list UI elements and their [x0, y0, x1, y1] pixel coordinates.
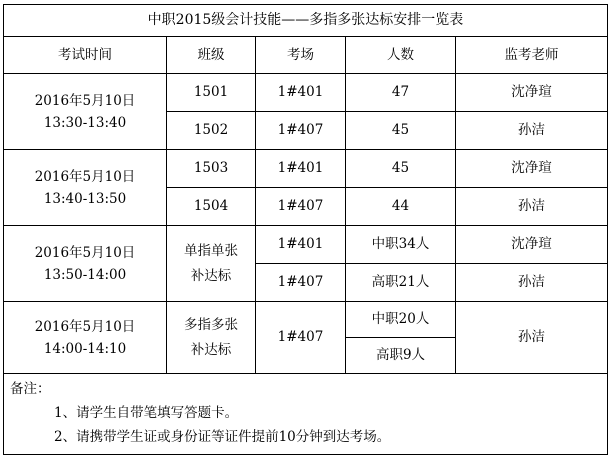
room-cell: 1#407 — [256, 112, 346, 150]
table-row — [4, 74, 608, 112]
class-cell — [167, 302, 256, 374]
room-cell: 1#401 — [256, 74, 346, 112]
table-title: 中职2015级会计技能——多指多张达标安排一览表 — [4, 5, 608, 37]
room-cell: 1#407 — [256, 188, 346, 226]
header-row — [4, 37, 608, 74]
proctor-cell: 沈净瑄 — [456, 226, 608, 264]
exam-time-cell — [4, 74, 167, 150]
class-cell: 1502 — [167, 112, 256, 150]
table-row — [4, 150, 608, 188]
proctor-cell: 孙洁 — [456, 302, 608, 374]
notes-item: 1、请学生自带笔填写答题卡。 — [54, 405, 239, 421]
header-room: 考场 — [256, 37, 346, 74]
room-cell: 1#407 — [256, 302, 346, 374]
header-exam-time: 考试时间 — [4, 37, 167, 74]
exam-date: 2016年5月10日 — [34, 92, 136, 109]
schedule-table — [3, 4, 608, 455]
count-cell: 高职9人 — [346, 338, 456, 374]
header-proctor: 监考老师 — [456, 37, 608, 74]
class-cell: 1501 — [167, 74, 256, 112]
notes-item: 2、请携带学生证或身份证等证件提前10分钟到达考场。 — [54, 429, 391, 445]
proctor-cell: 孙洁 — [456, 112, 608, 150]
room-cell: 1#401 — [256, 150, 346, 188]
exam-date: 2016年5月10日 — [34, 318, 136, 335]
proctor-cell: 沈净瑄 — [456, 150, 608, 188]
count-cell: 45 — [346, 112, 456, 150]
count-cell: 44 — [346, 188, 456, 226]
exam-time: 14:00-14:10 — [43, 340, 127, 357]
proctor-cell: 沈净瑄 — [456, 74, 608, 112]
exam-time-cell — [4, 226, 167, 302]
table-row — [4, 226, 608, 264]
class-label-line2: 补达标 — [190, 267, 232, 284]
proctor-cell: 孙洁 — [456, 264, 608, 302]
exam-date: 2016年5月10日 — [34, 244, 136, 261]
exam-time-cell — [4, 150, 167, 226]
count-cell: 高职21人 — [346, 264, 456, 302]
notes-cell — [4, 374, 608, 455]
count-cell: 47 — [346, 74, 456, 112]
class-label-line2: 补达标 — [190, 341, 232, 358]
count-cell: 中职34人 — [346, 226, 456, 264]
class-cell: 1503 — [167, 150, 256, 188]
count-cell: 45 — [346, 150, 456, 188]
room-cell: 1#407 — [256, 264, 346, 302]
room-cell: 1#401 — [256, 226, 346, 264]
header-class: 班级 — [167, 37, 256, 74]
notes-row — [4, 374, 608, 455]
class-cell: 1504 — [167, 188, 256, 226]
title-row — [4, 5, 608, 37]
exam-time: 13:30-13:40 — [43, 114, 127, 131]
exam-date: 2016年5月10日 — [34, 168, 136, 185]
class-label-line1: 多指多张 — [184, 316, 238, 333]
notes-label: 备注： — [10, 381, 51, 397]
exam-time-cell — [4, 302, 167, 374]
exam-time: 13:40-13:50 — [43, 190, 127, 207]
count-cell: 中职20人 — [346, 302, 456, 338]
table-row — [4, 302, 608, 338]
exam-time: 13:50-14:00 — [43, 266, 127, 283]
class-label-line1: 单指单张 — [184, 242, 238, 259]
proctor-cell: 孙洁 — [456, 188, 608, 226]
header-count: 人数 — [346, 37, 456, 74]
class-cell — [167, 226, 256, 302]
